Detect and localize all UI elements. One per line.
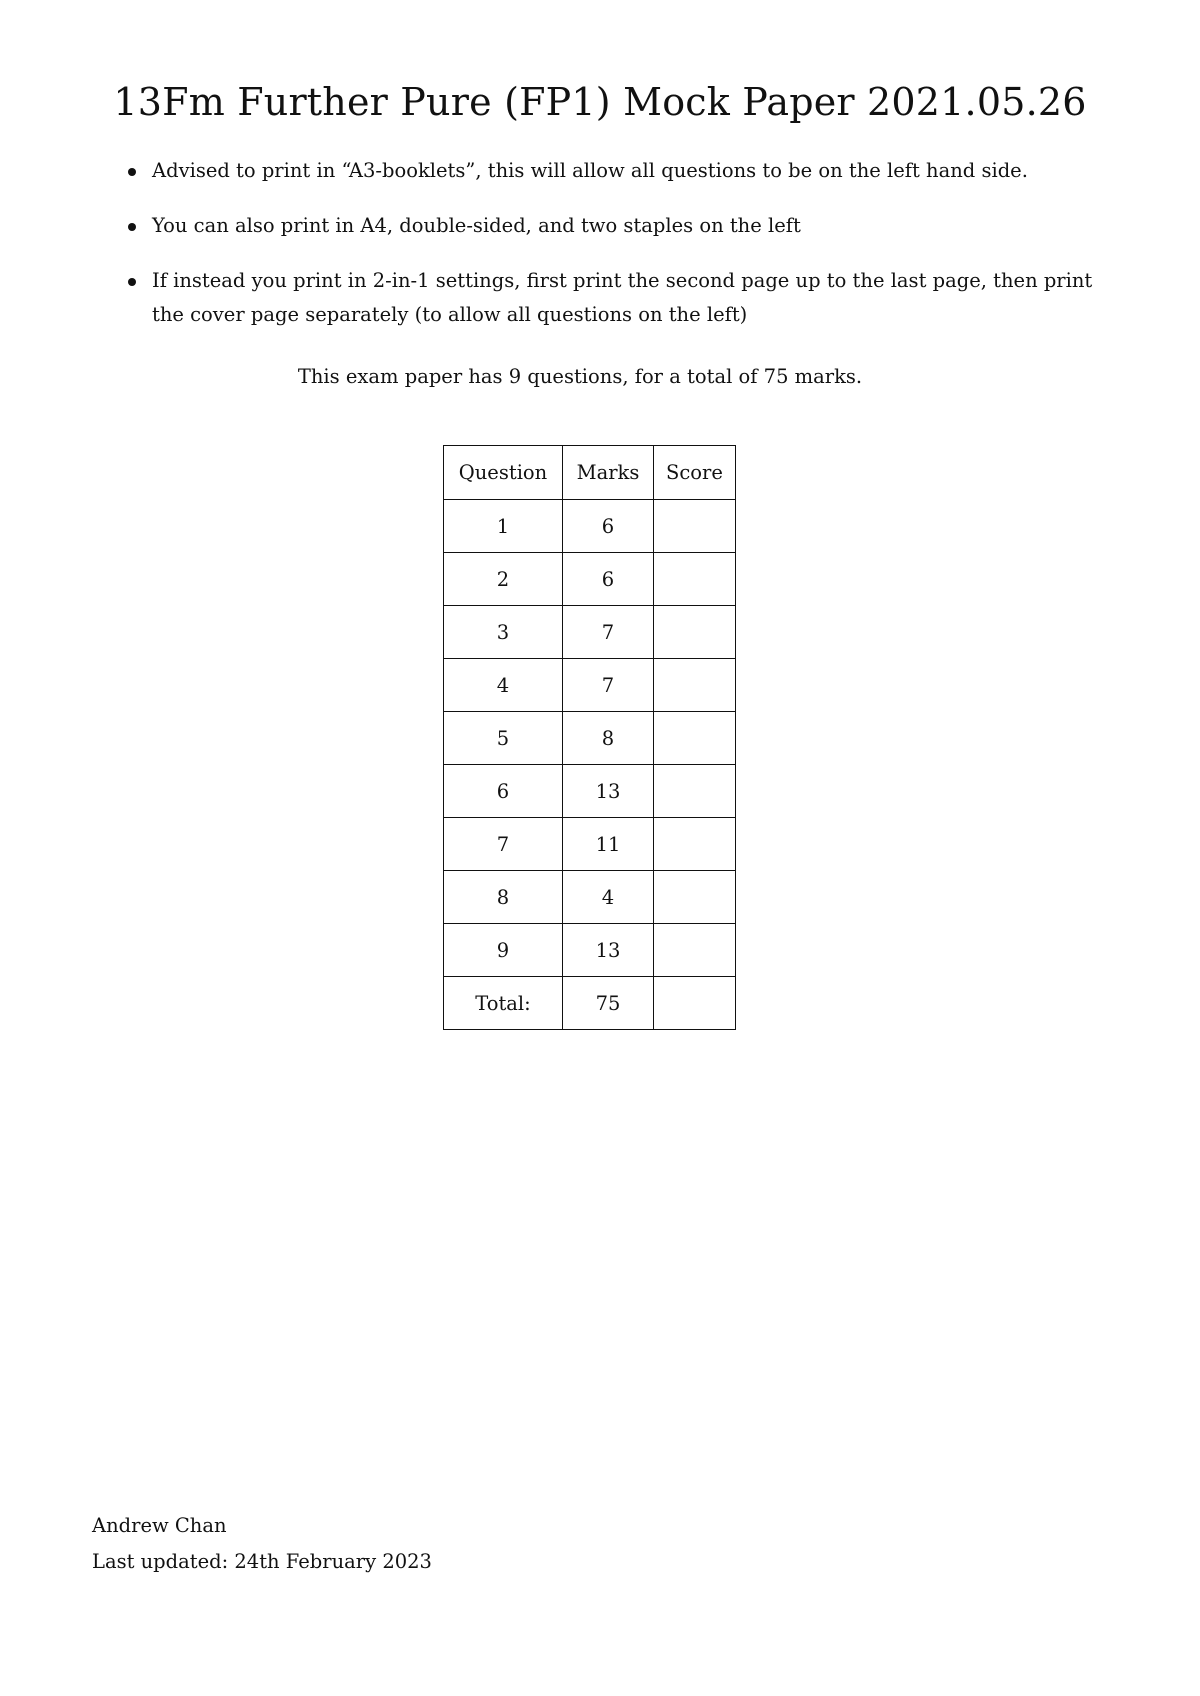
question-number: 9 [444, 924, 563, 977]
exam-summary: This exam paper has 9 questions, for a total of 75 marks. [297, 365, 863, 388]
table-row [444, 606, 736, 659]
question-marks: 7 [563, 606, 654, 659]
table-row [444, 553, 736, 606]
question-number: 1 [444, 500, 563, 553]
table-row [444, 924, 736, 977]
table-row [444, 818, 736, 871]
question-number: 5 [444, 712, 563, 765]
header-question: Question [444, 446, 563, 500]
score-cell [654, 871, 736, 924]
instruction-text: You can also print in A4, double-sided, and two staples on the left [152, 214, 801, 237]
question-number: 4 [444, 659, 563, 712]
table-row [444, 765, 736, 818]
score-cell [654, 500, 736, 553]
footer [92, 1508, 432, 1580]
question-marks: 6 [563, 500, 654, 553]
score-cell [654, 712, 736, 765]
total-score-cell [654, 977, 736, 1030]
instruction-item [130, 264, 1120, 332]
total-marks: 75 [563, 977, 654, 1030]
total-row [444, 977, 736, 1030]
bullet-icon [128, 223, 136, 231]
page-title: 13Fm Further Pure (FP1) Mock Paper 2021.05.26 [113, 80, 1087, 124]
question-marks: 13 [563, 765, 654, 818]
table-row [444, 500, 736, 553]
question-marks: 7 [563, 659, 654, 712]
instruction-text: Advised to print in “A3-booklets”, this will allow all questions to be on the left hand side. [152, 159, 1028, 182]
bullet-icon [128, 278, 136, 286]
question-number: 8 [444, 871, 563, 924]
table-header-row [444, 446, 736, 500]
instruction-list [130, 154, 1120, 353]
score-cell [654, 818, 736, 871]
total-label: Total: [444, 977, 563, 1030]
question-number: 7 [444, 818, 563, 871]
question-marks: 8 [563, 712, 654, 765]
header-marks: Marks [563, 446, 654, 500]
table-row [444, 871, 736, 924]
table-row [444, 659, 736, 712]
question-number: 6 [444, 765, 563, 818]
question-number: 2 [444, 553, 563, 606]
question-marks: 13 [563, 924, 654, 977]
score-cell [654, 659, 736, 712]
instruction-text: If instead you print in 2-in-1 settings, first print the second page up to the last page, then print the cover page separately (to allow all questions on the left) [152, 269, 1093, 326]
question-number: 3 [444, 606, 563, 659]
score-cell [654, 924, 736, 977]
question-marks: 11 [563, 818, 654, 871]
header-score: Score [654, 446, 736, 500]
instruction-item [130, 154, 1120, 188]
score-cell [654, 606, 736, 659]
question-marks: 6 [563, 553, 654, 606]
bullet-icon [128, 168, 136, 176]
last-updated: Last updated: 24th February 2023 [92, 1550, 432, 1573]
question-marks: 4 [563, 871, 654, 924]
score-cell [654, 765, 736, 818]
marks-table [443, 445, 736, 1030]
instruction-item [130, 209, 1120, 243]
author-name: Andrew Chan [92, 1514, 227, 1537]
table-row [444, 712, 736, 765]
score-cell [654, 553, 736, 606]
